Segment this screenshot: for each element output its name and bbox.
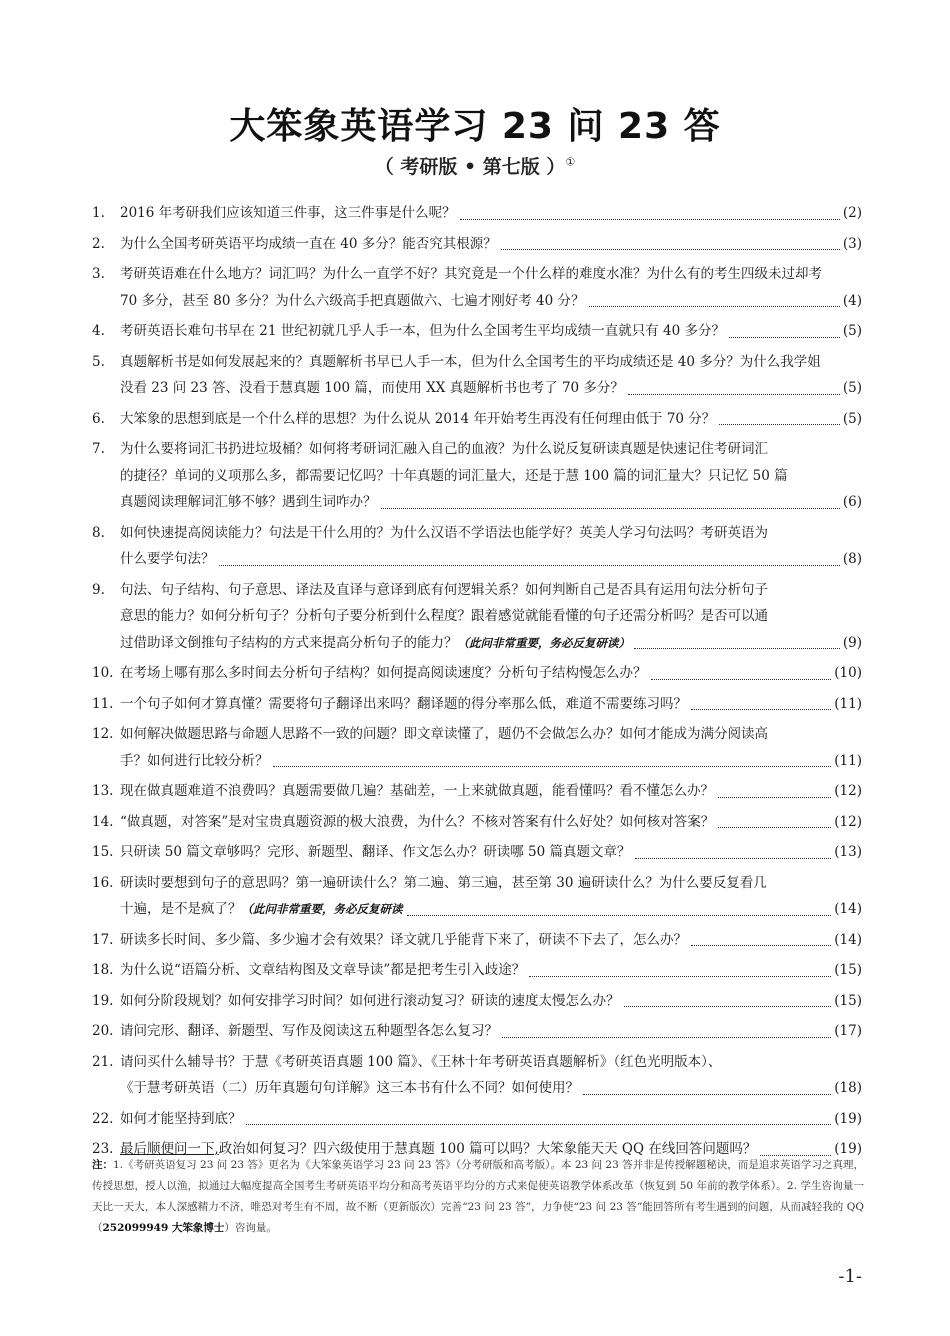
- subtitle-text: （ 考研版 • 第七版 ）: [374, 156, 566, 178]
- page-reference: (4): [842, 292, 862, 309]
- page-reference: (11): [834, 752, 862, 769]
- toc-item: [92, 988, 862, 1015]
- footnote-label: 注：: [92, 1159, 114, 1171]
- dot-leader: [529, 976, 831, 977]
- footnote-text-2: ）咨询量。: [224, 1222, 277, 1234]
- item-number: 18.: [92, 962, 114, 978]
- question-text: [120, 1075, 579, 1102]
- page-reference: (6): [842, 494, 862, 510]
- question-text: [120, 1106, 242, 1133]
- item-number: 17.: [92, 931, 114, 948]
- item-number: 19.: [92, 992, 114, 1009]
- item-number: 20.: [92, 1023, 114, 1039]
- toc-item: [92, 839, 862, 866]
- footnote-marker: ①: [565, 155, 576, 169]
- question-last-line: [120, 200, 862, 227]
- page-reference: (12): [834, 783, 862, 799]
- page-reference: (18): [834, 1080, 862, 1096]
- toc-item: [92, 870, 862, 923]
- dot-leader: [460, 219, 840, 220]
- question-text: [120, 660, 647, 687]
- toc-item: [92, 436, 862, 516]
- question-line: 如何才能坚持到底？: [120, 1110, 242, 1127]
- page-reference: (9): [842, 634, 862, 651]
- item-number: 7.: [92, 441, 105, 457]
- question-line: 如何快速提高阅读能力？句法是干什么用的？为什么汉语不学语法也能学好？英美人学习句法吗？考研英语为: [120, 524, 768, 541]
- item-number: 16.: [92, 874, 114, 891]
- dot-leader: [381, 508, 840, 509]
- question-last-line: [120, 691, 862, 718]
- underlined-text: 最后顺便问一下,: [120, 1141, 219, 1157]
- question-line: 只研读 50 篇文章够吗？完形、新题型、翻译、作文怎么办？研读哪 50 篇真题文章？: [120, 844, 631, 860]
- toc-item: [92, 1106, 862, 1133]
- page-reference: (13): [834, 844, 862, 860]
- toc-item: [92, 1049, 862, 1102]
- question-line: 研读多长时间、多少篇、多少遍才会有效果？译文就几乎能背下来了，研读不下去了，怎么办？: [120, 931, 687, 948]
- question-line: 请问买什么辅导书？于慧《考研英语真题 100 篇》、《王林十年考研英语真题解析》（红色光明版本）、: [120, 1053, 722, 1070]
- emphasis-note: （此问非常重要，务必反复研读）: [457, 635, 630, 650]
- question-line: 70 多分，甚至 80 多分？为什么六级高手把真题做六、七遍才刚好考 40 分？: [120, 292, 585, 309]
- toc-item: [92, 200, 862, 227]
- dot-leader: [691, 709, 831, 710]
- dot-leader: [219, 565, 840, 566]
- question-text: [120, 839, 631, 866]
- question-last-line: [120, 406, 862, 433]
- toc-item: [92, 927, 862, 954]
- question-last-line: [120, 660, 862, 687]
- question-last-line: [120, 748, 862, 775]
- item-number: 8.: [92, 524, 105, 541]
- toc-item: [92, 577, 862, 657]
- question-text: [120, 927, 687, 954]
- question-line: 意思的能力？如何分析句子？分析句子要分析到什么程度？跟着感觉就能看懂的句子还需分析吗？是否可以通: [120, 608, 768, 624]
- dot-leader: [407, 915, 832, 916]
- question-last-line: [120, 546, 862, 573]
- question-line: 如何分阶段规划？如何安排学习时间？如何进行滚动复习？研读的速度太慢怎么办？: [120, 992, 620, 1009]
- item-number: 12.: [92, 726, 114, 742]
- question-line: 为什么要将词汇书扔进垃圾桶？如何将考研词汇融入自己的血液？为什么说反复研读真题是快速记住考研词汇: [120, 441, 768, 457]
- toc-item: [92, 809, 862, 836]
- question-line: 考研英语难在什么地方？词汇吗？为什么一直学不好？其究竟是一个什么样的难度水准？为什么有的考生四级未过却考: [120, 266, 822, 282]
- question-text: [120, 406, 715, 433]
- toc-item: [92, 660, 862, 687]
- question-text: [120, 748, 269, 775]
- question-text: [120, 630, 630, 657]
- dot-leader: [273, 766, 832, 767]
- page-reference: (19): [834, 1141, 862, 1157]
- question-line: 真题阅读理解词汇够不够？遇到生词咋办？: [120, 494, 377, 510]
- footnote: [92, 1155, 864, 1239]
- question-text: [120, 691, 687, 718]
- question-line: 的捷径？单词的义项那么多，都需要记忆吗？十年真题的词汇量大，还是于慧 100 篇的词汇量大？只记忆 50 篇: [120, 467, 788, 484]
- question-line: 《于慧考研英语（二）历年真题句句详解》这三本书有什么不同？如何使用？: [120, 1080, 579, 1096]
- dot-leader: [502, 1037, 831, 1038]
- question-line: 为什么说“语篇分析、文章结构图及文章导读”都是把考生引入歧途？: [120, 962, 526, 978]
- item-number: 4.: [92, 323, 105, 339]
- question-line: 如何解决做题思路与命题人思路不一致的问题？即文章读懂了，题仍不会做怎么办？如何才能成为满分阅读高: [120, 726, 768, 742]
- question-line: 什么要学句法？: [120, 551, 215, 567]
- question-line: “做真题，对答案”是对宝贵真题资源的极大浪费，为什么？不核对答案有什么好处？如何核对答案？: [120, 813, 715, 830]
- footnote-text-1: 1.《考研英语复习 23 问 23 答》更名为《大笨象英语学习 23 问 23 答》（分考研版和高考版）。本 23 问 23 答并非是传授解题秘诀，而是追求英语学习之真理，传授思想，授人以渔，拟通过大幅度提高全国考生考研英语平均分和高考英语平均分的方式来促使英语教学体系改革（恢复到 50 年前的教学体系）。2. 学生咨询量一天比一天大，本人深感精力不济，唯恐对考生有不周，故不断（更新版次）完善“23 问 23 答”，力争使“23 问 23 答”能回答所有考生遇到的问题，从而减轻我的 QQ（: [92, 1159, 865, 1234]
- document-subtitle: [0, 152, 950, 179]
- toc-item: [92, 721, 862, 774]
- question-last-line: [120, 778, 862, 805]
- question-line: 一个句子如何才算真懂？需要将句子翻译出来吗？翻译题的得分率那么低，难道不需要练习吗？: [120, 695, 687, 712]
- item-number: 13.: [92, 783, 114, 799]
- question-last-line: [120, 957, 862, 984]
- table-of-contents: [92, 200, 862, 1167]
- question-line: 为什么全国考研英语平均成绩一直在 40 多分？能否究其根源？: [120, 235, 497, 252]
- question-line: 过借助译文倒推句子结构的方式来提高分析句子的能力？: [120, 634, 458, 651]
- toc-item: [92, 957, 862, 984]
- page-number: -1-: [838, 1266, 862, 1287]
- toc-item: [92, 691, 862, 718]
- question-text: [120, 546, 215, 573]
- page-reference: (15): [834, 992, 862, 1009]
- item-number: 10.: [92, 665, 114, 681]
- item-number: 5.: [92, 353, 105, 370]
- item-number: 23.: [92, 1141, 114, 1157]
- item-number: 14.: [92, 813, 114, 830]
- question-text: [120, 809, 714, 836]
- question-line: 大笨象的思想到底是一个什么样的思想？为什么说从 2014 年开始考生再没有任何理由低于 70 分？: [120, 410, 716, 427]
- question-last-line: [120, 318, 862, 345]
- item-number: 21.: [92, 1053, 114, 1070]
- toc-item: [92, 261, 862, 314]
- question-last-line: [120, 1018, 862, 1045]
- question-last-line: [120, 231, 862, 258]
- item-number: 9.: [92, 581, 105, 598]
- question-text: [120, 988, 620, 1015]
- toc-item: [92, 520, 862, 573]
- dot-leader: [624, 1006, 832, 1007]
- page-reference: (5): [842, 410, 862, 427]
- question-text: [120, 231, 497, 258]
- toc-item: [92, 231, 862, 258]
- item-number: 3.: [92, 266, 105, 282]
- toc-item: [92, 318, 862, 345]
- question-line: 2016 年考研我们应该知道三件事，这三件事是什么呢？: [120, 205, 456, 221]
- item-number: 6.: [92, 410, 105, 427]
- question-text: [120, 778, 714, 805]
- question-line: 现在做真题难道不浪费吗？真题需要做几遍？基础差，一上来就做真题，能看懂吗？看不懂怎么办？: [120, 783, 714, 799]
- item-number: 15.: [92, 844, 114, 860]
- question-last-line: [120, 927, 862, 954]
- dot-leader: [718, 797, 831, 798]
- question-last-line: [120, 1106, 862, 1133]
- question-line: 手？如何进行比较分析？: [120, 752, 269, 769]
- page-reference: (3): [842, 235, 862, 252]
- question-line: 没看 23 问 23 答、没看于慧真题 100 篇，而使用 XX 真题解析书也考了 70 多分？: [120, 380, 624, 396]
- toc-item: [92, 349, 862, 402]
- dot-leader: [718, 827, 831, 828]
- question-last-line: [120, 1075, 862, 1102]
- dot-leader: [246, 1124, 832, 1125]
- document-title: 大笨象英语学习 23 问 23 答: [229, 106, 721, 147]
- dot-leader: [589, 306, 840, 307]
- question-line: 十遍，是不是疯了？: [120, 901, 242, 917]
- toc-item: [92, 778, 862, 805]
- question-text: [120, 288, 585, 315]
- page-reference: (8): [842, 551, 862, 567]
- page-reference: (14): [834, 901, 862, 917]
- question-text: [120, 375, 624, 402]
- question-text: [120, 200, 456, 227]
- dot-leader: [651, 679, 832, 680]
- question-last-line: [120, 375, 862, 402]
- page-reference: (10): [834, 665, 862, 681]
- dot-leader: [501, 249, 840, 250]
- page-reference: (19): [834, 1110, 862, 1127]
- question-text: [120, 489, 377, 516]
- dot-leader: [719, 424, 840, 425]
- question-line: 句法、句子结构、句子意思、译法及直译与意译到底有何逻辑关系？如何判断自己是否具有运用句法分析句子: [120, 581, 768, 598]
- toc-item: [92, 1018, 862, 1045]
- page-reference: (15): [834, 962, 862, 978]
- toc-item: [92, 406, 862, 433]
- footnote-qq: 252099949 大笨象博士: [102, 1222, 225, 1234]
- question-last-line: [120, 896, 862, 923]
- question-last-line: [120, 809, 862, 836]
- page-reference: (5): [842, 380, 862, 396]
- page-reference: (14): [834, 931, 862, 948]
- page-reference: (5): [842, 323, 862, 339]
- page-reference: (2): [842, 205, 862, 221]
- item-number: 11.: [92, 695, 114, 712]
- question-line: 研读时要想到句子的意思吗？第一遍研读什么？第二遍、第三遍，甚至第 30 遍研读什么？为什么要反复看几: [120, 874, 767, 891]
- question-line: 政治如何复习？四六级使用于慧真题 100 篇可以吗？大笨象能天天 QQ 在线回答问题吗？: [218, 1141, 757, 1157]
- page-reference: (11): [834, 695, 862, 712]
- question-last-line: [120, 489, 862, 516]
- question-text: [120, 957, 525, 984]
- page-reference: (12): [834, 813, 862, 830]
- question-last-line: [120, 630, 862, 657]
- item-number: 1.: [92, 205, 105, 221]
- emphasis-note: （此问非常重要，务必反复研读: [241, 902, 403, 916]
- dot-leader: [583, 1094, 831, 1095]
- dot-leader: [628, 394, 840, 395]
- question-last-line: [120, 988, 862, 1015]
- dot-leader: [635, 858, 832, 859]
- question-line: 真题解析书是如何发展起来的？真题解析书早已人手一本，但为什么全国考生的平均成绩还是 40 多分？为什么我学姐: [120, 353, 821, 370]
- page-reference: (17): [834, 1023, 862, 1039]
- dot-leader: [729, 337, 840, 338]
- question-last-line: [120, 288, 862, 315]
- item-number: 22.: [92, 1110, 114, 1127]
- question-text: [120, 1018, 498, 1045]
- question-line: 考研英语长难句书早在 21 世纪初就几乎人手一本，但为什么全国考生平均成绩一直就只有 40 多分？: [120, 323, 726, 339]
- question-line: 在考场上哪有那么多时间去分析句子结构？如何提高阅读速度？分析句子结构慢怎么办？: [120, 665, 647, 681]
- question-line: 请问完形、翻译、新题型、写作及阅读这五种题型各怎么复习？: [120, 1023, 498, 1039]
- dot-leader: [691, 945, 831, 946]
- question-text: [120, 318, 725, 345]
- dot-leader: [634, 648, 840, 649]
- question-text: [120, 896, 403, 923]
- item-number: 2.: [92, 235, 105, 252]
- question-last-line: [120, 839, 862, 866]
